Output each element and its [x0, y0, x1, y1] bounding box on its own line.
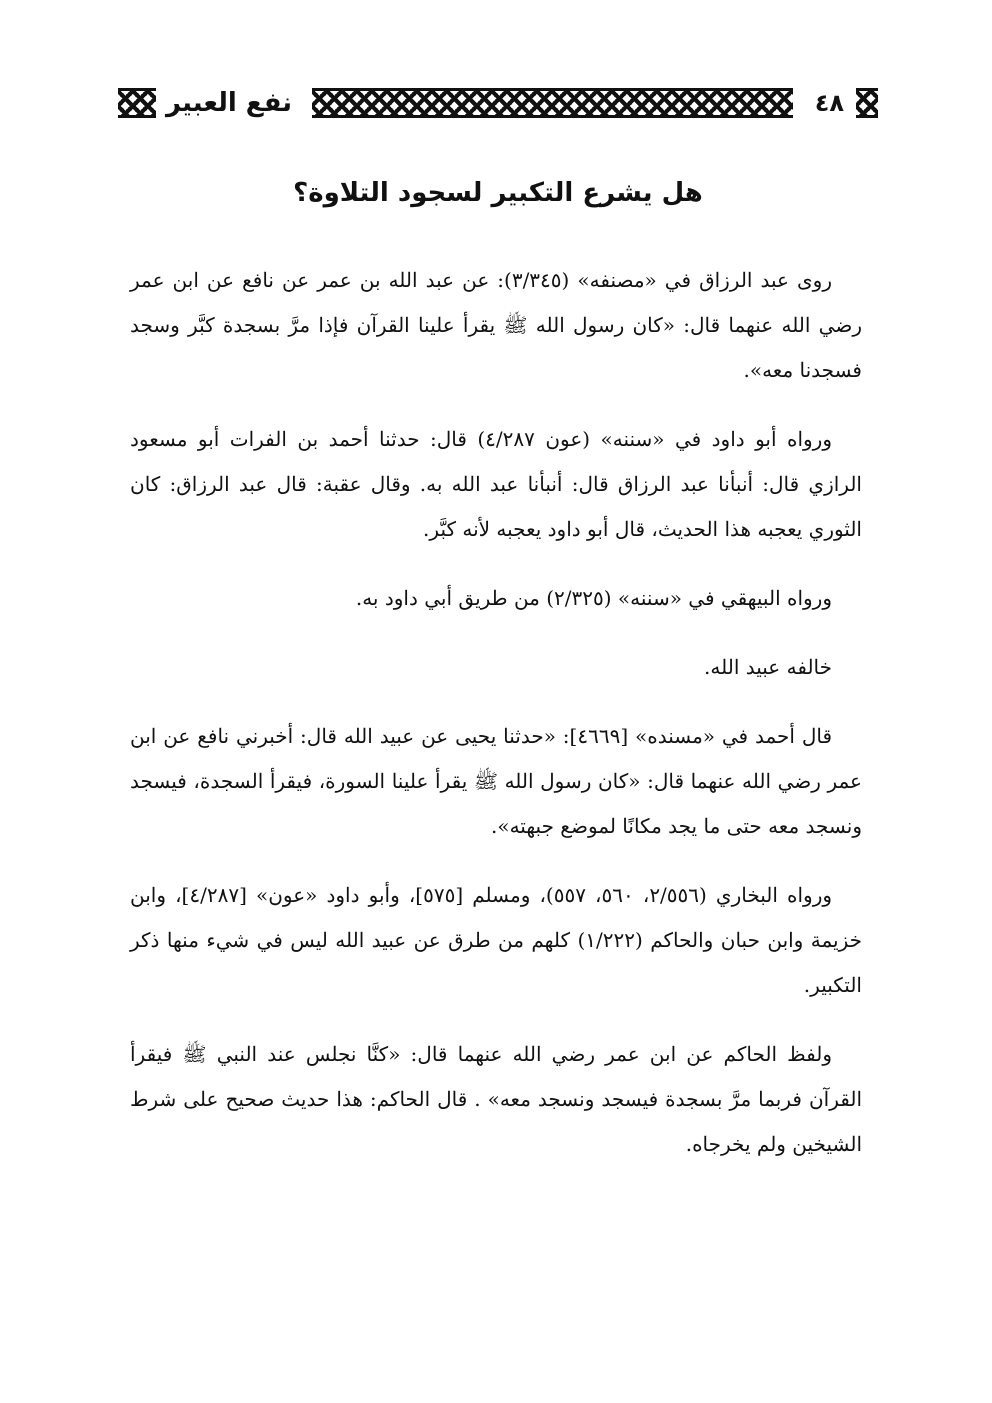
- paragraph: ورواه البخاري (٢/٥٥٦، ٥٦٠، ٥٥٧)، ومسلم [٥٧٥]، وأبو داود «عون» [٤/٢٨٧]، وابن خزيمة وابن حبان والحاكم (١/٢٢٢) كلهم من طرق عن عبيد الله ليس في شيء منها ذكر التكبير.: [130, 883, 863, 997]
- ornament-border: [856, 88, 878, 118]
- ornament-border: [118, 88, 156, 118]
- paragraph: ولفظ الحاكم عن ابن عمر رضي الله عنهما قال: «كنَّا نجلس عند النبي ﷺ فيقرأ القرآن فربما مرَّ بسجدة فيسجد ونسجد معه» . قال الحاكم: هذا حديث صحيح على شرط الشيخين ولم يخرجاه.: [130, 1042, 862, 1156]
- section-title: هل يشرع التكبير لسجود التلاوة؟: [293, 178, 703, 208]
- ornament-border: [312, 88, 793, 118]
- paragraph: ورواه البيهقي في «سننه» (٢/٣٢٥) من طريق أبي داود به.: [355, 586, 832, 610]
- paragraph: روى عبد الرزاق في «مصنفه» (٣/٣٤٥): عن عبد الله بن عمر عن نافع عن ابن عمر رضي الله عنهما قال: «كان رسول الله ﷺ يقرأ علينا القرآن فإذا مرَّ بسجدة كبَّر وسجد فسجدنا معه».: [130, 268, 862, 382]
- page-header: [118, 82, 878, 124]
- book-title: نفع العبير: [166, 88, 293, 118]
- paragraph: ورواه أبو داود في «سننه» (عون ٤/٢٨٧) قال: حدثنا أحمد بن الفرات أبو مسعود الرازي قال: أنبأنا عبد الرزاق قال: أنبأنا عبد الله به. وقال عقبة: قال عبد الرزاق: كان الثوري يعجبه هذا الحديث، قال أبو داود يعجبه لأنه كبَّر.: [130, 427, 862, 541]
- body-text: [130, 258, 862, 1191]
- page-number: ٤٨: [814, 89, 844, 117]
- paragraph: قال أحمد في «مسنده» [٤٦٦٩]: «حدثنا يحيى عن عبيد الله قال: أخبرني نافع عن ابن عمر رضي الله عنهما قال: «كان رسول الله ﷺ يقرأ علينا السورة، فيقرأ السجدة، فيسجد ونسجد معه حتى ما يجد مكانًا لموضع جبهته».: [130, 724, 862, 838]
- paragraph: خالفه عبيد الله.: [704, 655, 832, 679]
